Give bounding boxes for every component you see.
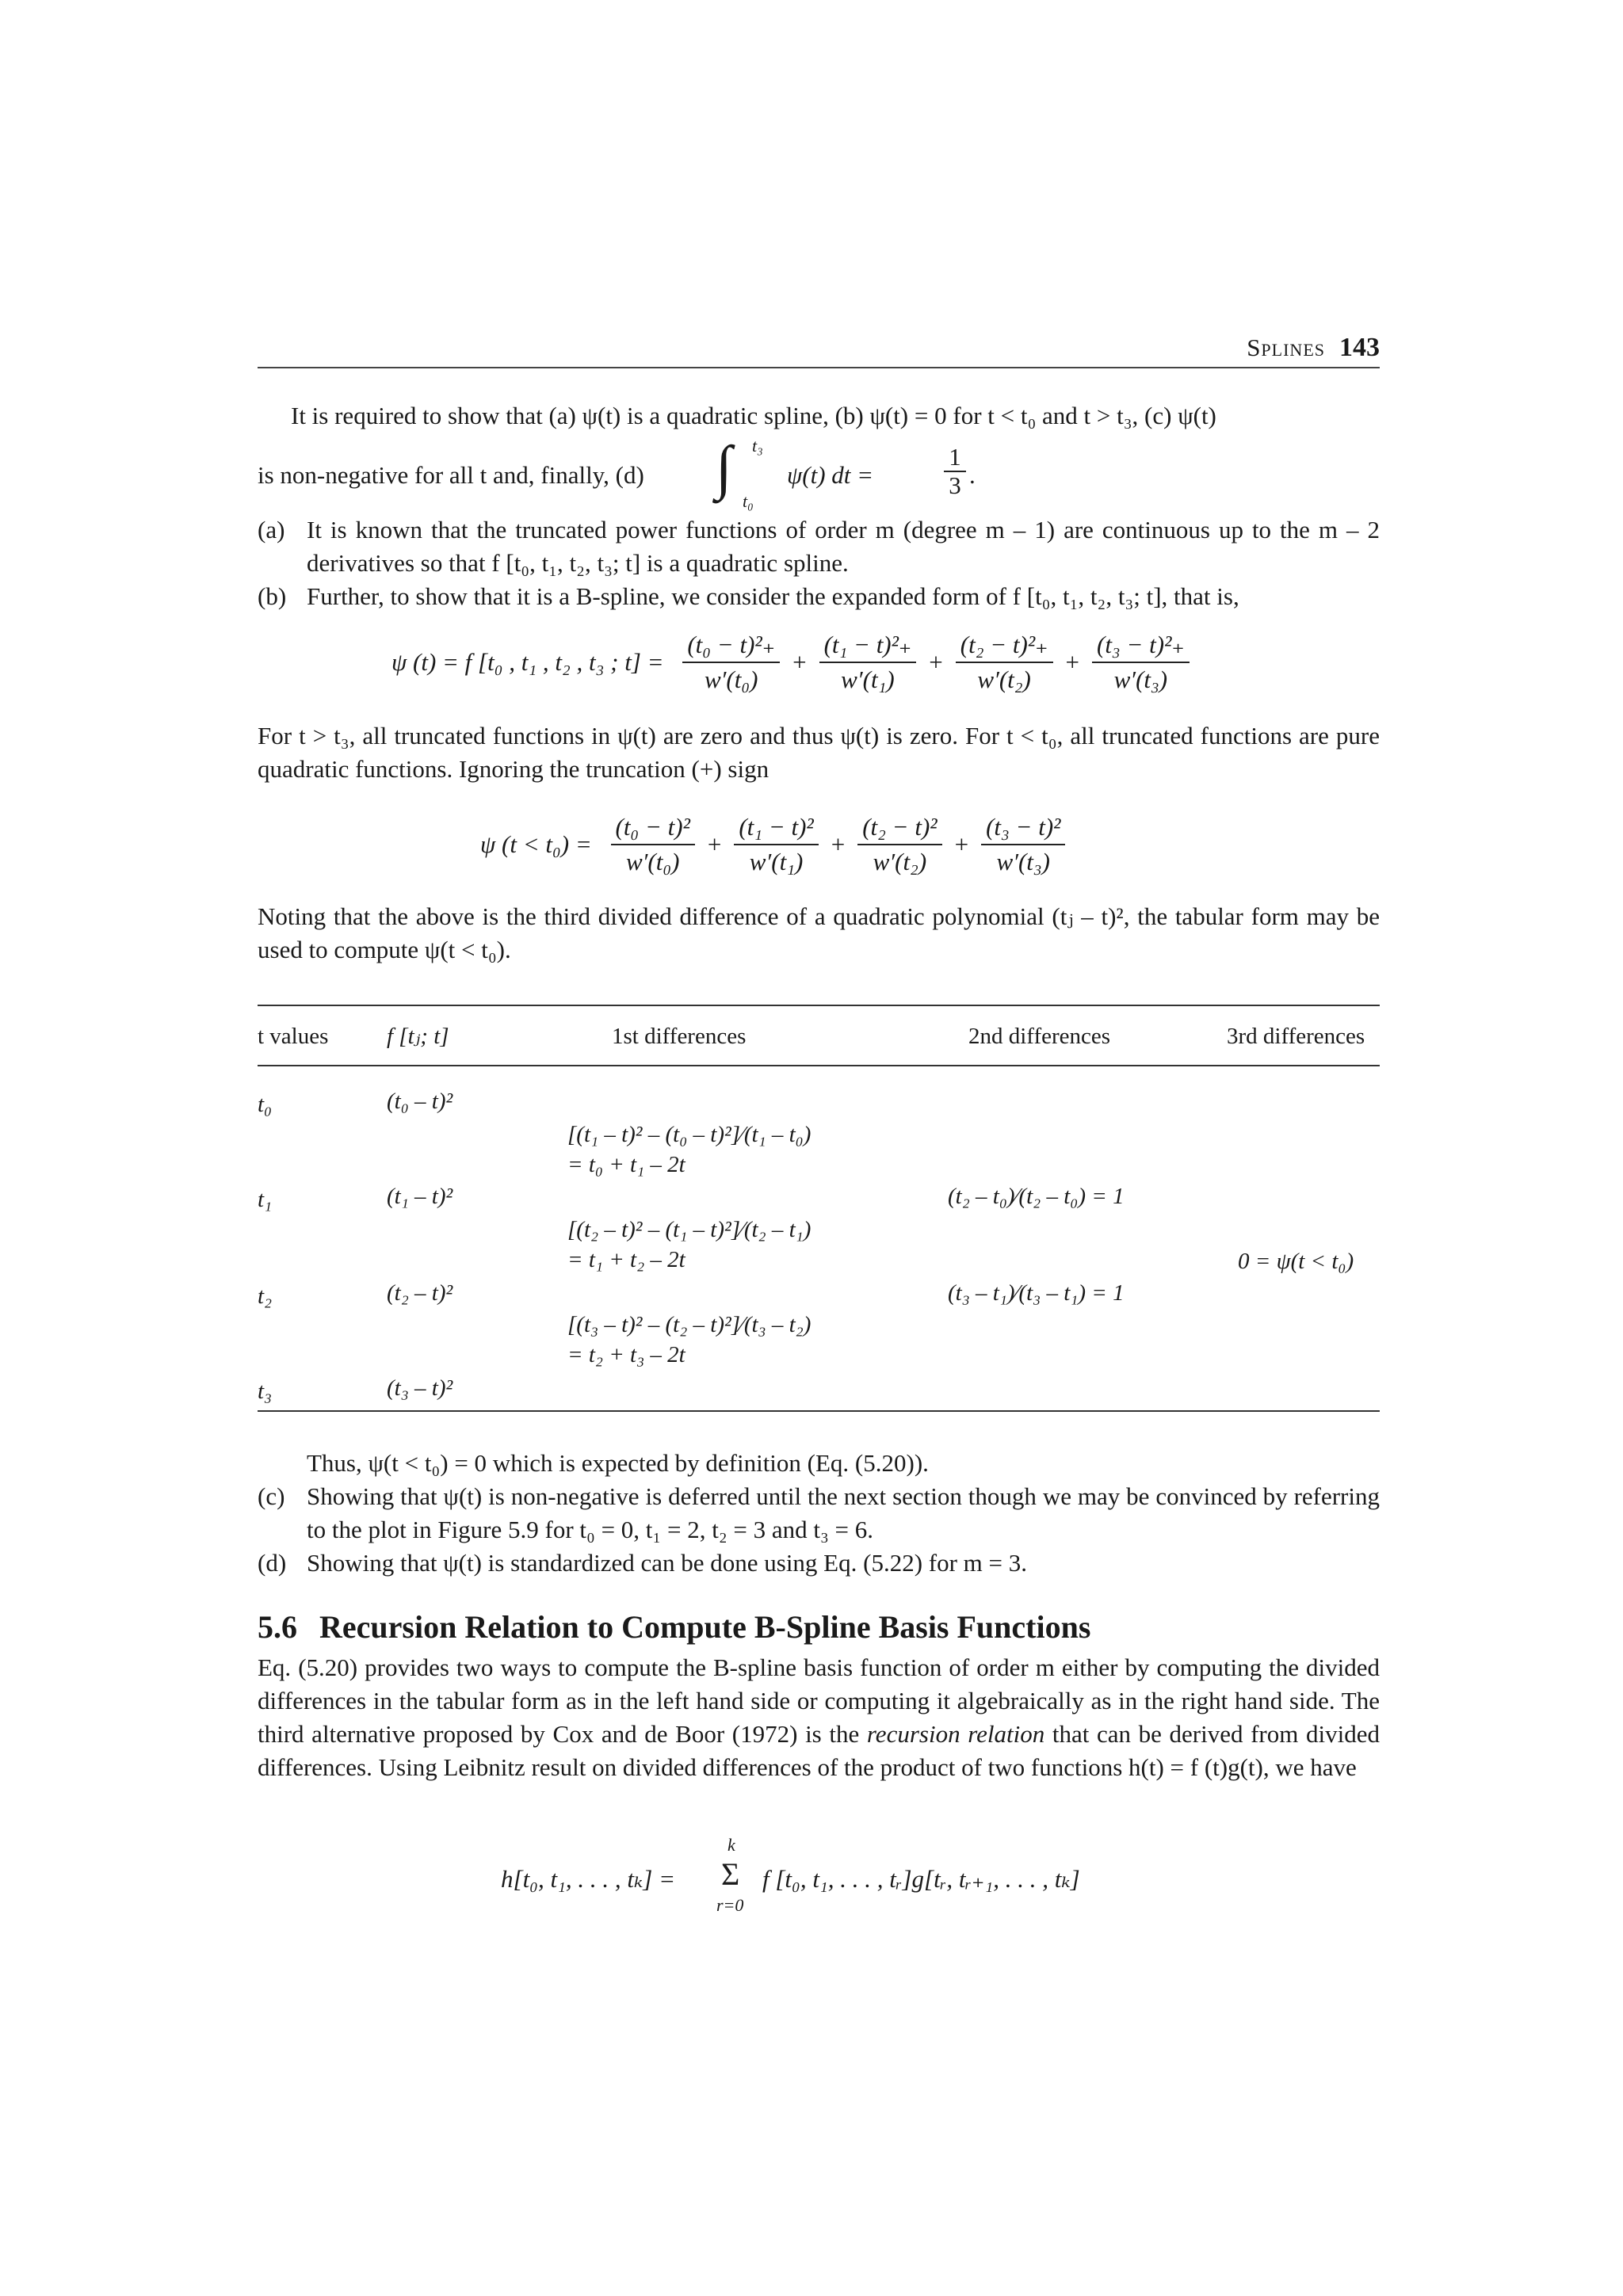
equation-quadratic (480, 813, 1070, 876)
eq1-term-1-num: (t₁ − t)²₊ (819, 631, 917, 663)
section-number: 5.6 (258, 1609, 297, 1645)
item-d-text: Showing that ψ(t) is standardized can be done using Eq. (5.22) for m = 3. (307, 1549, 1028, 1577)
item-d (258, 1547, 1380, 1580)
item-b (258, 580, 1380, 613)
eq1-term-0-den: w′(t₀) (704, 666, 758, 693)
integral-period: . (969, 461, 976, 489)
eq1-term-0 (682, 631, 780, 694)
table-header-first-diff: 1st differences (612, 1024, 747, 1049)
item-c-label: (c) (258, 1482, 285, 1510)
sum-upper-limit: k (727, 1835, 735, 1855)
table-t-2: t₂ (258, 1283, 273, 1309)
intro-line-2 (258, 433, 1380, 512)
eq1-term-1-den: w′(t₁) (841, 666, 895, 693)
intro-line-2-text: is non-negative for all t and, finally, (d) (258, 461, 644, 489)
header-rule (258, 367, 1380, 368)
integral-sign: ∫ (716, 434, 732, 501)
eq2-term-1 (734, 813, 818, 876)
eq2-term-3 (981, 813, 1065, 876)
eq2-term-0 (611, 813, 695, 876)
eq2-term-2-den: w′(t₂) (873, 848, 927, 875)
eq1-term-3-num: (t₃ − t)²₊ (1092, 631, 1190, 663)
sum-lower-limit: r=0 (716, 1895, 744, 1915)
table-first-diff-0-expr: [(t₁ – t)² – (t₀ – t)²]∕(t₁ – t₀) (567, 1122, 812, 1147)
eq1-term-1 (819, 631, 917, 694)
table-third-diff: 0 = ψ(t < t₀) (1238, 1249, 1354, 1274)
item-c (258, 1480, 1380, 1547)
equation-leibnitz (501, 1832, 1214, 1919)
plus-sign: + (831, 830, 846, 858)
integral-upper-limit: t₃ (752, 436, 763, 456)
plus-sign: + (954, 830, 969, 858)
item-a (258, 513, 1380, 580)
eq2-term-2-num: (t₂ − t)² (857, 813, 941, 845)
table-first-diff-1-expr: [(t₂ – t)² – (t₁ – t)²]∕(t₂ – t₁) (567, 1217, 812, 1242)
table-second-diff-1: (t₃ – t₁)∕(t₃ – t₁) = 1 (948, 1280, 1125, 1306)
eq1-term-3 (1092, 631, 1190, 694)
eq2-term-1-num: (t₁ − t)² (734, 813, 818, 845)
eq2-term-3-den: w′(t₃) (996, 848, 1051, 875)
table-second-diff-0: (t₂ – t₀)∕(t₂ – t₀) = 1 (948, 1184, 1125, 1209)
plus-sign: + (1065, 648, 1079, 676)
table-header-second-diff: 2nd differences (968, 1024, 1111, 1049)
plus-sign: + (792, 648, 807, 676)
plus-sign: + (929, 648, 943, 676)
eq1-term-2-num: (t₂ − t)²₊ (956, 631, 1053, 663)
table-t-0: t₀ (258, 1092, 273, 1117)
plus-sign: + (707, 830, 722, 858)
paragraph-thus: Thus, ψ(t < t₀) = 0 which is expected by definition (Eq. (5.20)). (307, 1449, 929, 1477)
table-f-1: (t₁ – t)² (387, 1184, 453, 1209)
section-paragraph-part-2: that can be derived from divided differences. Using Leibnitz result on divided differences of the product of two functions h(t) = f (t)g(t), we have (258, 1720, 1380, 1781)
intro-line-1: It is required to show that (a) ψ(t) is a quadratic spline, (b) ψ(t) = 0 for t < t₀ and t > t₃, (c) ψ(t) (291, 402, 1216, 429)
eq3-rhs: f [t₀, t₁, . . . , tᵣ]g[tᵣ, tᵣ₊₁, . . . , tₖ] (762, 1865, 1080, 1893)
sum-sign: Σ (721, 1856, 740, 1892)
table-f-2: (t₂ – t)² (387, 1280, 453, 1306)
eq2-term-0-den: w′(t₀) (625, 848, 680, 875)
eq3-lhs: h[t₀, t₁, . . . , tₖ] = (501, 1865, 675, 1893)
table-first-diff-2-result: = t₂ + t₃ – 2t (567, 1342, 685, 1367)
equation-expanded-form (391, 631, 1194, 694)
eq2-term-3-num: (t₃ − t)² (981, 813, 1065, 845)
section-paragraph-italic: recursion relation (866, 1720, 1045, 1748)
integral-lower-limit: t₀ (743, 491, 754, 511)
integrand: ψ(t) dt = (787, 461, 874, 489)
eq1-term-3-den: w′(t₃) (1113, 666, 1168, 693)
eq2-term-1-den: w′(t₁) (749, 848, 804, 875)
table-t-3: t₃ (258, 1379, 273, 1404)
eq2-term-0-num: (t₀ − t)² (611, 813, 695, 845)
item-b-label: (b) (258, 582, 287, 610)
table-first-diff-0-result: = t₀ + t₁ – 2t (567, 1152, 685, 1177)
table-first-diff-2-expr: [(t₃ – t)² – (t₂ – t)²]∕(t₃ – t₂) (567, 1312, 812, 1337)
integral-rhs (944, 444, 966, 499)
table-f-3: (t₃ – t)² (387, 1375, 453, 1401)
section-paragraph (258, 1651, 1380, 1784)
table-header-f-values: f [tⱼ; t] (387, 1024, 449, 1049)
table-first-diff-1-result: = t₁ + t₂ – 2t (567, 1247, 685, 1272)
page-number: 143 (1339, 333, 1380, 362)
eq1-term-2 (956, 631, 1053, 694)
integral-rhs-numerator: 1 (944, 444, 966, 472)
eq1-term-2-den: w′(t₂) (977, 666, 1031, 693)
paragraph-truncated: For t > t₃, all truncated functions in ψ(t) are zero and thus ψ(t) is zero. For t < t₀, all truncated functions are pure quadratic functions. Ignoring the truncation (+) sign (258, 722, 1380, 783)
paragraph-divided-difference: Noting that the above is the third divided difference of a quadratic polynomial (tⱼ – t)², the tabular form may be used to compute ψ(t < t₀). (258, 902, 1380, 963)
table-header-third-diff: 3rd differences (1227, 1024, 1365, 1049)
section-title: Recursion Relation to Compute B-Spline Basis Functions (319, 1609, 1091, 1645)
section-heading (258, 1608, 1090, 1646)
integral-rhs-denominator: 3 (949, 471, 961, 499)
table-header-t-values: t values (258, 1024, 329, 1049)
item-a-text: It is known that the truncated power functions of order m (degree m – 1) are continuous up to the m – 2 derivatives so that f [t₀, t₁, t₂, t₃; t] is a quadratic spline. (307, 516, 1380, 577)
running-title: Splines (1247, 334, 1325, 361)
table-top-rule (258, 1005, 1380, 1006)
table-bottom-rule (258, 1410, 1380, 1412)
item-a-label: (a) (258, 516, 285, 543)
item-d-label: (d) (258, 1549, 287, 1577)
eq1-lhs: ψ (t) = f [t₀ , t₁ , t₂ , t₃ ; t] = (391, 648, 664, 676)
table-f-0: (t₀ – t)² (387, 1089, 453, 1114)
eq1-term-0-num: (t₀ − t)²₊ (682, 631, 780, 663)
eq2-term-2 (857, 813, 941, 876)
section-paragraph-part-1: Eq. (5.20) provides two ways to compute the B-spline basis function of order m either by computing the divided differences in the tabular form as in the left hand side or computing it algebraically as in the right hand side. The third alternative proposed by Cox and de Boor (1972) is the (258, 1653, 1380, 1748)
eq2-lhs: ψ (t < t₀) = (480, 830, 592, 858)
running-header (1247, 333, 1380, 363)
item-b-text: Further, to show that it is a B-spline, we consider the expanded form of f [t₀, t₁, t₂, t₃; t], that is, (307, 582, 1239, 610)
table-header-rule (258, 1065, 1380, 1066)
table-t-1: t₁ (258, 1187, 273, 1212)
item-c-text: Showing that ψ(t) is non-negative is deferred until the next section though we may be convinced by referring to the plot in Figure 5.9 for t₀ = 0, t₁ = 2, t₂ = 3 and t₃ = 6. (307, 1482, 1380, 1543)
